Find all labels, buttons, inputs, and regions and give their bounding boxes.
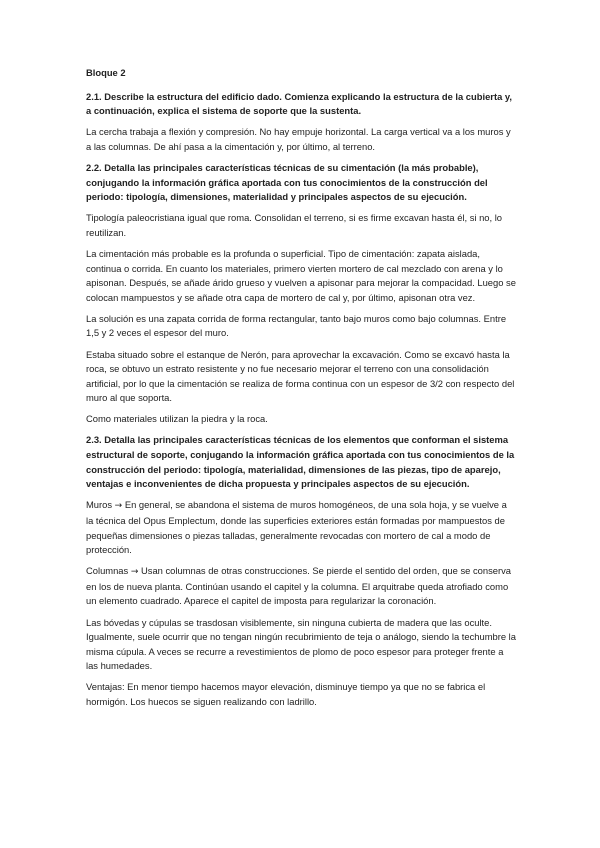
block-heading: Bloque 2 <box>86 67 126 78</box>
question-2-3: 2.3. Detalla las principales características técnicas de los elementos que conforman el sistema estructural de soporte, conjugando la información gráfica aportada con tus conocimientos de la construcción del periodo: tipología, materialidad, dimensiones de las piezas, tipo de aparejo, ventajas e inconvenientes de dicha propuesta y principales aspectos de su ejecución. <box>86 434 515 490</box>
question-2-2: 2.2. Detalla las principales características técnicas de su cimentación (la más probable), conjugando la información gráfica aportada con tus conocimientos de la construcción del periodo: tipología, dimensiones, materialidad y principales aspectos de su ejecución. <box>86 161 488 203</box>
answer-2-2-cimentacion: La cimentación más probable es la profunda o superficial. Tipo de cimentación: zapata aislada, continua o corrida. En cuanto los materiales, primero vierten mortero de cal mezclado con arena y lo apisonan. Después, se añade árido grueso y vuelven a apisonar para mejorar la compacidad. Luego se colocan mampuestos y se añade otra capa de mortero de cal y, por último, apisonan otra vez. <box>86 247 516 303</box>
answer-2-2-solucion: La solución es una zapata corrida de forma rectangular, tanto bajo muros como bajo columnas. Entre 1,5 y 2 veces el espesor del muro. <box>86 312 507 339</box>
columnas-label: Columnas <box>86 565 129 577</box>
document-body <box>86 66 516 716</box>
answer-2-2-materiales: Como materiales utilizan la piedra y la roca. <box>86 413 268 425</box>
answer-2-1: La cercha trabaja a flexión y compresión. No hay empuje horizontal. La carga vertical va a los muros y a las columnas. De ahí pasa a la cimentación y, por último, al terreno. <box>86 126 511 152</box>
answer-columnas <box>86 564 516 609</box>
question-2-1: 2.1. Describe la estructura del edificio dado. Comienza explicando la estructura de la cubierta y, a continuación, explica el sistema de soporte que la sustenta. <box>86 90 513 117</box>
answer-ventajas: Ventajas: En menor tiempo hacemos mayor elevación, disminuye tiempo ya que no se fabrica el hormigón. Los huecos se siguen realizando con ladrillo. <box>86 681 486 707</box>
answer-bovedas: Las bóvedas y cúpulas se trasdosan visiblemente, sin ninguna cubierta de madera que las oculte. Igualmente, suele ocurrir que no tengan ningún recubrimiento de teja o análogo, siendo la techumbre la misma cúpula. A veces se recurre a revestimientos de plomo de poco espesor para proteger frente a las humedades. <box>86 616 516 672</box>
answer-2-2-situacion: Estaba situado sobre el estanque de Nerón, para aprovechar la excavación. Como se excavó hasta la roca, se obtuvo un estrato resistente y no fue necesario mejorar el terreno con una consolidación artificial, por lo que la cimentación se realiza de forma continua con un espesor de 3/2 con respecto del muro al que soporta. <box>86 348 515 404</box>
columnas-text: Usan columnas de otras construcciones. Se pierde el sentido del orden, que se conserva en los de nueva planta. Continúan usando el capitel y la columna. El arquitrabe queda atrofiado como un elemento cuadrado. Aparece el capitel de imposta para regularizar la coronación. <box>86 565 511 607</box>
answer-muros <box>86 498 516 557</box>
answer-2-2-tipologia: Tipología paleocristiana igual que roma. Consolidan el terreno, si es firme excavan hasta él, si no, lo reutilizan. <box>86 212 503 238</box>
arrow-right-icon: → <box>130 567 139 578</box>
muros-text: En general, se abandona el sistema de muros homogéneos, de una sola hoja, y se vuelve a la técnica del Opus Emplectum, donde las superficies exteriores están formadas por mampuestos de pequeñas dimensiones o piezas talladas, generalmente revocadas con mortero de cal a modo de protección. <box>86 499 507 556</box>
arrow-right-icon: → <box>114 501 123 512</box>
muros-label: Muros <box>86 499 113 511</box>
